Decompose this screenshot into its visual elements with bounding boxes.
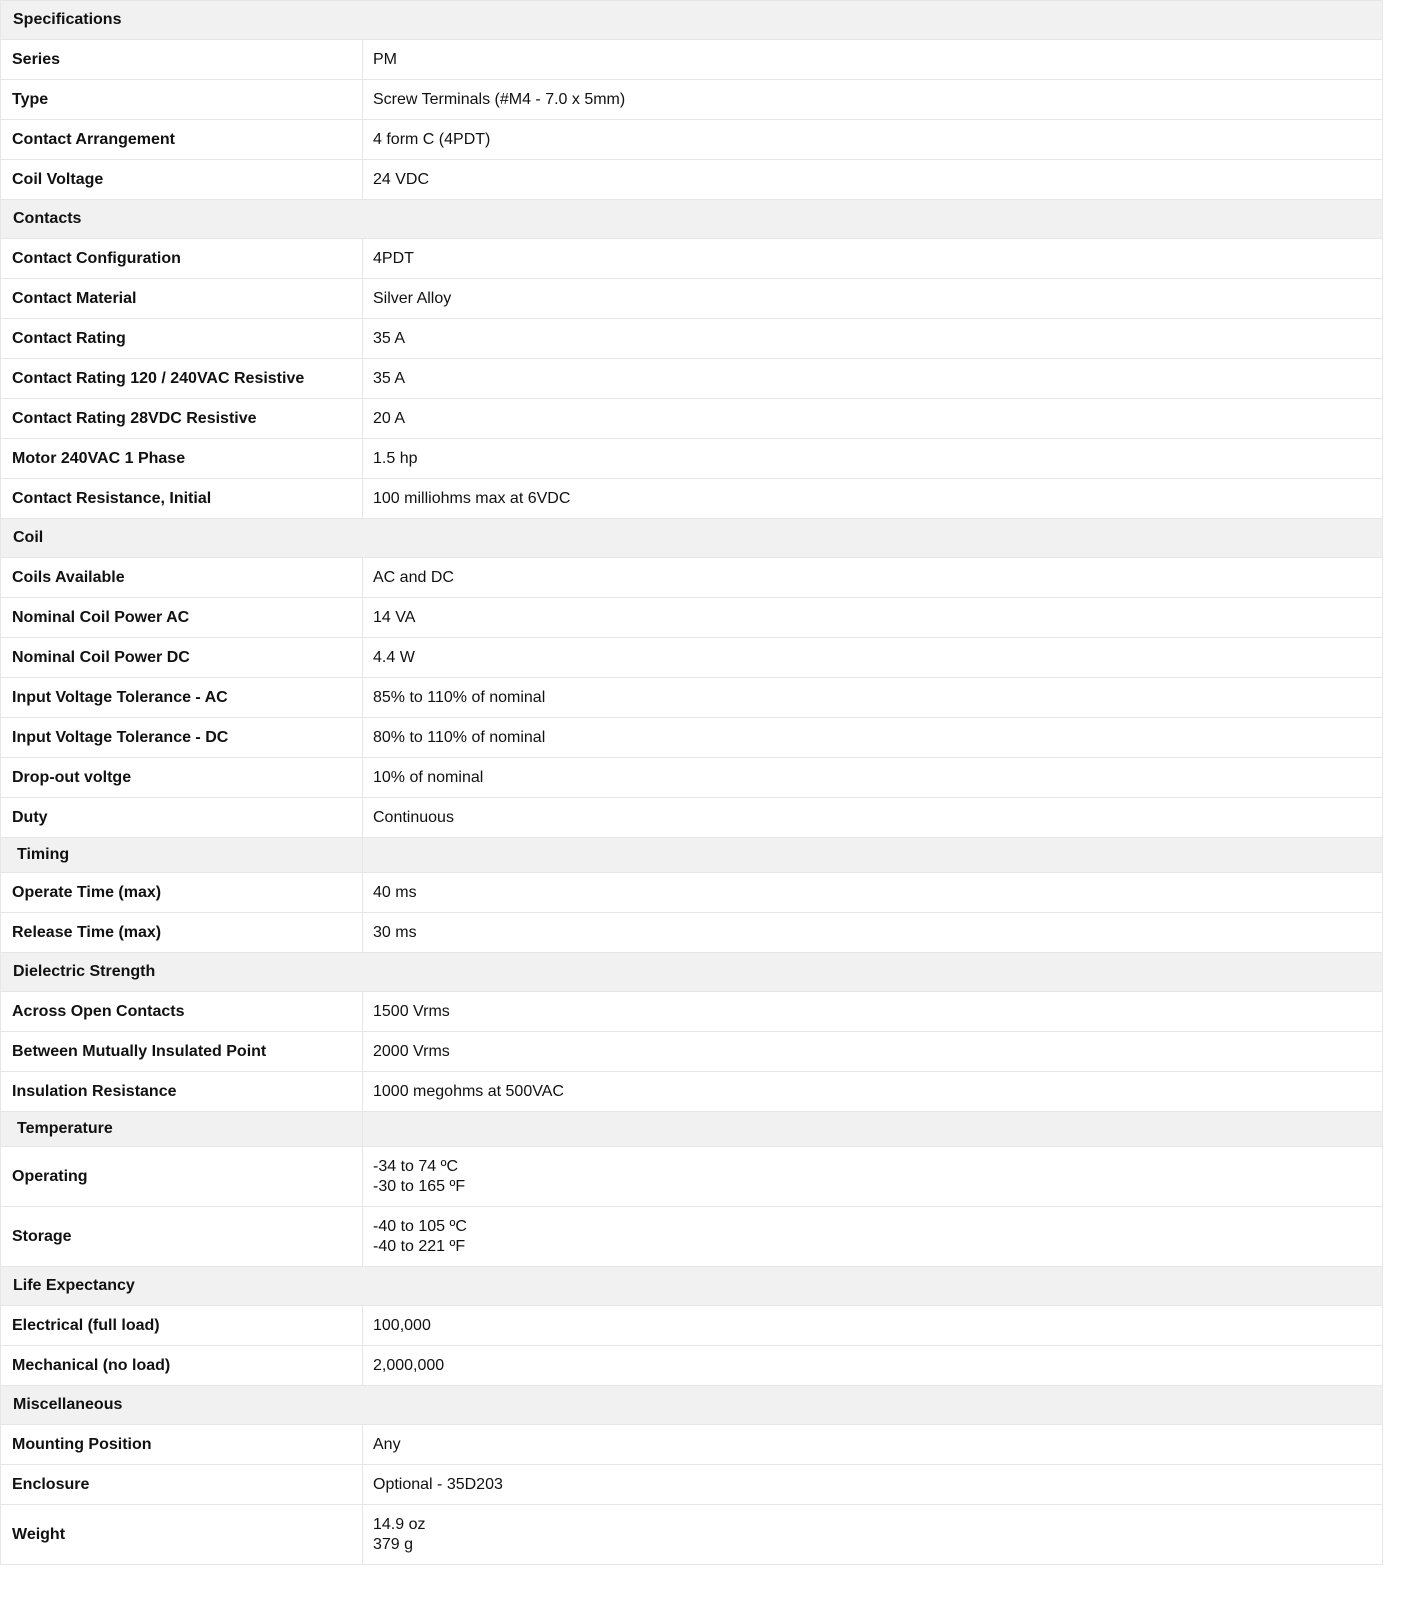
spec-row <box>1 120 1383 160</box>
section-header-dielectric-strength <box>1 953 1383 992</box>
spec-label: Operating <box>1 1147 363 1207</box>
spec-row <box>1 798 1383 838</box>
spec-value-line: 35 A <box>373 329 406 347</box>
spec-value <box>363 1346 1383 1386</box>
spec-row <box>1 598 1383 638</box>
spec-value-line: 379 g <box>373 1535 414 1553</box>
spec-value-line: 40 ms <box>373 883 417 901</box>
spec-value-line: Continuous <box>373 808 454 826</box>
spec-value-line: 85% to 110% of nominal <box>373 688 546 706</box>
spec-label: Contact Material <box>1 279 363 319</box>
section-title: Life Expectancy <box>1 1267 1383 1306</box>
spec-row <box>1 359 1383 399</box>
spec-value <box>363 798 1383 838</box>
spec-value <box>363 873 1383 913</box>
spec-value <box>363 1072 1383 1112</box>
section-title: Contacts <box>1 200 1383 239</box>
section-title: Timing <box>1 838 363 873</box>
spec-value <box>363 913 1383 953</box>
spec-label: Duty <box>1 798 363 838</box>
spec-value-line: 4 form C (4PDT) <box>373 130 491 148</box>
spec-value <box>363 758 1383 798</box>
spec-value-line: 30 ms <box>373 923 417 941</box>
spec-value <box>363 1505 1383 1565</box>
spec-row <box>1 1465 1383 1505</box>
section-title: Temperature <box>1 1112 363 1147</box>
spec-value <box>363 279 1383 319</box>
spec-value <box>363 718 1383 758</box>
spec-value <box>363 638 1383 678</box>
spec-row <box>1 1425 1383 1465</box>
section-title: Coil <box>1 519 1383 558</box>
spec-row <box>1 638 1383 678</box>
spec-label: Storage <box>1 1207 363 1267</box>
spec-label: Contact Arrangement <box>1 120 363 160</box>
section-header-contacts <box>1 200 1383 239</box>
spec-value-line: 2,000,000 <box>373 1356 445 1374</box>
spec-label: Contact Configuration <box>1 239 363 279</box>
spec-value-line: 100 milliohms max at 6VDC <box>373 489 571 507</box>
spec-row <box>1 399 1383 439</box>
spec-label: Release Time (max) <box>1 913 363 953</box>
spec-label: Input Voltage Tolerance - DC <box>1 718 363 758</box>
spec-value <box>363 1147 1383 1207</box>
spec-label: Coils Available <box>1 558 363 598</box>
spec-value <box>363 319 1383 359</box>
spec-row <box>1 40 1383 80</box>
spec-value-line: 4PDT <box>373 249 414 267</box>
spec-row <box>1 1032 1383 1072</box>
spec-value <box>363 992 1383 1032</box>
specifications-table-body <box>1 1 1383 1565</box>
spec-label: Coil Voltage <box>1 160 363 200</box>
section-header-empty-cell <box>363 1112 1383 1147</box>
section-header-specifications <box>1 1 1383 40</box>
spec-value-line: Any <box>373 1435 401 1453</box>
spec-value-line: 10% of nominal <box>373 768 484 786</box>
section-header-empty-cell <box>363 838 1383 873</box>
spec-value <box>363 80 1383 120</box>
section-header-life-expectancy <box>1 1267 1383 1306</box>
spec-row <box>1 279 1383 319</box>
spec-value-line: -30 to 165 ºF <box>373 1177 466 1195</box>
spec-row <box>1 1147 1383 1207</box>
spec-value <box>363 479 1383 519</box>
spec-row <box>1 992 1383 1032</box>
spec-value <box>363 120 1383 160</box>
spec-value-line: 1500 Vrms <box>373 1002 450 1020</box>
spec-value <box>363 40 1383 80</box>
spec-value-line: Silver Alloy <box>373 289 452 307</box>
spec-value-line: 1.5 hp <box>373 449 418 467</box>
spec-label: Mechanical (no load) <box>1 1346 363 1386</box>
spec-label: Drop-out voltge <box>1 758 363 798</box>
spec-value-line: 35 A <box>373 369 406 387</box>
section-title: Miscellaneous <box>1 1386 1383 1425</box>
spec-label: Series <box>1 40 363 80</box>
spec-label: Type <box>1 80 363 120</box>
spec-value <box>363 1032 1383 1072</box>
spec-value <box>363 160 1383 200</box>
spec-label: Contact Resistance, Initial <box>1 479 363 519</box>
spec-label: Motor 240VAC 1 Phase <box>1 439 363 479</box>
spec-row <box>1 558 1383 598</box>
spec-row <box>1 80 1383 120</box>
spec-value-line: Screw Terminals (#M4 - 7.0 x 5mm) <box>373 90 626 108</box>
spec-row <box>1 439 1383 479</box>
spec-label: Across Open Contacts <box>1 992 363 1032</box>
spec-label: Operate Time (max) <box>1 873 363 913</box>
spec-value-line: 14.9 oz <box>373 1515 426 1533</box>
spec-value-line: 4.4 W <box>373 648 415 666</box>
spec-label: Insulation Resistance <box>1 1072 363 1112</box>
spec-value <box>363 1425 1383 1465</box>
section-header-timing <box>1 838 1383 873</box>
spec-row <box>1 319 1383 359</box>
spec-label: Contact Rating 120 / 240VAC Resistive <box>1 359 363 399</box>
section-title: Dielectric Strength <box>1 953 1383 992</box>
spec-value <box>363 439 1383 479</box>
spec-row <box>1 873 1383 913</box>
spec-label: Contact Rating 28VDC Resistive <box>1 399 363 439</box>
spec-value <box>363 239 1383 279</box>
spec-value <box>363 1306 1383 1346</box>
section-header-temperature <box>1 1112 1383 1147</box>
spec-value-line: -40 to 105 ºC <box>373 1217 467 1235</box>
spec-label: Mounting Position <box>1 1425 363 1465</box>
spec-label: Nominal Coil Power DC <box>1 638 363 678</box>
spec-row <box>1 1505 1383 1565</box>
spec-value <box>363 399 1383 439</box>
spec-value-line: 20 A <box>373 409 406 427</box>
spec-value-line: 2000 Vrms <box>373 1042 450 1060</box>
section-header-miscellaneous <box>1 1386 1383 1425</box>
spec-value <box>363 1465 1383 1505</box>
spec-row <box>1 160 1383 200</box>
spec-row <box>1 913 1383 953</box>
spec-row <box>1 1346 1383 1386</box>
spec-label: Contact Rating <box>1 319 363 359</box>
spec-row <box>1 678 1383 718</box>
spec-value-line: PM <box>373 50 397 68</box>
spec-value-line: 100,000 <box>373 1316 431 1334</box>
spec-label: Input Voltage Tolerance - AC <box>1 678 363 718</box>
spec-row <box>1 1207 1383 1267</box>
spec-row <box>1 1306 1383 1346</box>
spec-label: Weight <box>1 1505 363 1565</box>
spec-value <box>363 598 1383 638</box>
spec-row <box>1 758 1383 798</box>
section-header-coil <box>1 519 1383 558</box>
spec-label: Between Mutually Insulated Point <box>1 1032 363 1072</box>
spec-label: Enclosure <box>1 1465 363 1505</box>
spec-row <box>1 1072 1383 1112</box>
spec-row <box>1 718 1383 758</box>
spec-value-line: -40 to 221 ºF <box>373 1237 466 1255</box>
spec-value-line: AC and DC <box>373 568 454 586</box>
spec-value <box>363 359 1383 399</box>
spec-value-line: -34 to 74 ºC <box>373 1157 458 1175</box>
spec-label: Electrical (full load) <box>1 1306 363 1346</box>
spec-label: Nominal Coil Power AC <box>1 598 363 638</box>
spec-value-line: 24 VDC <box>373 170 430 188</box>
section-title: Specifications <box>1 1 1383 40</box>
spec-value-line: 80% to 110% of nominal <box>373 728 546 746</box>
spec-value <box>363 558 1383 598</box>
spec-value-line: 1000 megohms at 500VAC <box>373 1082 564 1100</box>
spec-value <box>363 1207 1383 1267</box>
spec-value <box>363 678 1383 718</box>
spec-row <box>1 479 1383 519</box>
spec-value-line: Optional - 35D203 <box>373 1475 503 1493</box>
spec-row <box>1 239 1383 279</box>
spec-value-line: 14 VA <box>373 608 416 626</box>
